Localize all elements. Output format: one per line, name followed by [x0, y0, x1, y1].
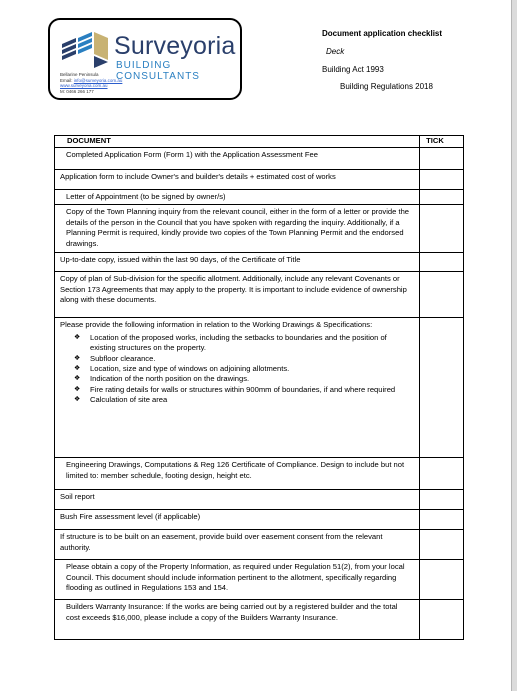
document-text: Builders Warranty Insurance: If the works are being carried out by a registered builder and the total cost exceeds $16,000, please include a copy of the Builders Warranty Insurance.	[66, 602, 398, 622]
website-link[interactable]: www.surveyoria.com.au	[60, 83, 108, 89]
tick-cell[interactable]	[420, 170, 464, 190]
requirement-item: ❖ Location, size and type of windows on adjoining allotments.	[90, 364, 413, 374]
document-cell	[55, 148, 420, 170]
brand-name: Surveyoria	[114, 32, 236, 60]
document-cell	[55, 170, 420, 190]
document-text: Letter of Appointment (to be signed by owner/s)	[66, 192, 226, 201]
email-link[interactable]: info@surveyoria.com.au	[73, 77, 123, 83]
surveyoria-logo-icon	[60, 30, 110, 68]
document-cell	[55, 272, 420, 318]
tick-cell[interactable]	[420, 510, 464, 530]
document-text: Please provide the following information in relation to the Working Drawings & Specifications:	[60, 320, 373, 330]
contact-name: Bellarine Peninsula	[60, 72, 99, 77]
document-text: Please obtain a copy of the Property Information, as required under Regulation 51(2), from your local Council. This document should include information pertinent to the allotment, specifically regarding flooding as outlined in Regulations 153 and 154.	[66, 562, 405, 593]
requirement-item: ❖ Location of the proposed works, including the setbacks to boundaries and the position of existing structures on the property.	[90, 333, 413, 354]
document-cell	[55, 530, 420, 560]
document-text: Copy of plan of Sub-division for the specific allotment. Additionally, include any relevant Covenants or Section 173 Agreements that may apply to the property. It is important to include evidence of ownership along with these documents.	[60, 274, 407, 305]
contact-mobile: M: 0466 266 177	[60, 88, 94, 94]
application-type: Deck	[326, 47, 345, 56]
document-text: Bush Fire assessment level (if applicable)	[60, 512, 201, 522]
document-cell	[55, 510, 420, 530]
checklist-row	[55, 253, 464, 272]
document-text: Completed Application Form (Form 1) with the Application Assessment Fee	[66, 150, 318, 159]
document-title: Document application checklist	[322, 29, 443, 38]
tick-cell[interactable]	[420, 318, 464, 458]
brand-subtitle: BUILDING CONSULTANTS	[116, 60, 200, 82]
document-cell	[55, 190, 420, 205]
requirement-item: ❖ Calculation of site area	[90, 395, 413, 405]
tick-column-header: TICK	[420, 136, 464, 148]
checklist-row	[55, 148, 464, 170]
checklist-row	[55, 458, 464, 490]
checklist-row	[55, 510, 464, 530]
checklist-row	[55, 490, 464, 510]
tick-cell[interactable]	[420, 148, 464, 170]
document-text: Up-to-date copy, issued within the last 90 days, of the Certificate of Title	[60, 255, 301, 265]
checklist-row	[55, 318, 464, 458]
tick-cell[interactable]	[420, 190, 464, 205]
checklist-row	[55, 170, 464, 190]
tick-cell[interactable]	[420, 530, 464, 560]
building-act: Building Act 1993	[322, 65, 384, 74]
document-cell	[55, 205, 420, 253]
checklist-row	[55, 560, 464, 600]
building-regulations: Building Regulations 2018	[340, 82, 433, 91]
checklist-row	[55, 600, 464, 640]
requirement-item: ❖ Fire rating details for walls or structures within 900mm of boundaries, if and where required	[90, 385, 413, 395]
document-text: Copy of the Town Planning inquiry from the relevant council, either in the form of a letter or provide the details of the person in the Council that you have spoken with regarding the inquiry. Additionally, if a Planning Permit is required, kindly provide two copies of the Town Planning Permit and the endorsed drawings.	[66, 207, 410, 248]
requirement-item: ❖ Subfloor clearance.	[90, 354, 413, 364]
checklist-rows	[55, 148, 464, 640]
checklist-table	[54, 135, 464, 640]
document-cell	[55, 318, 420, 458]
document-text: Soil report	[60, 492, 95, 502]
checklist-row	[55, 190, 464, 205]
document-cell	[55, 253, 420, 272]
tick-cell[interactable]	[420, 253, 464, 272]
document-text: Application form to include Owner's and builder's details + estimated cost of works	[60, 172, 336, 181]
table-header-row	[55, 136, 464, 148]
document-cell	[55, 458, 420, 490]
checklist-row	[55, 272, 464, 318]
checklist-row	[55, 530, 464, 560]
email-label: Email:	[60, 77, 73, 83]
document-column-header: DOCUMENT	[55, 136, 420, 148]
company-logo-box	[48, 18, 242, 100]
document-text: Engineering Drawings, Computations & Reg 126 Certificate of Compliance. Design to include but not limited to: member schedule, footing design, height etc.	[66, 460, 405, 480]
document-cell	[55, 490, 420, 510]
document-text: If structure is to be built on an easement, provide build over easement consent from the relevant authority.	[60, 532, 383, 552]
tick-cell[interactable]	[420, 272, 464, 318]
tick-cell[interactable]	[420, 600, 464, 640]
requirement-item: ❖ Indication of the north position on the drawings.	[90, 374, 413, 384]
tick-cell[interactable]	[420, 560, 464, 600]
checklist-row	[55, 205, 464, 253]
document-cell	[55, 560, 420, 600]
tick-cell[interactable]	[420, 458, 464, 490]
contact-details	[60, 72, 122, 94]
requirement-list	[60, 333, 413, 406]
document-cell	[55, 600, 420, 640]
tick-cell[interactable]	[420, 205, 464, 253]
tick-cell[interactable]	[420, 490, 464, 510]
